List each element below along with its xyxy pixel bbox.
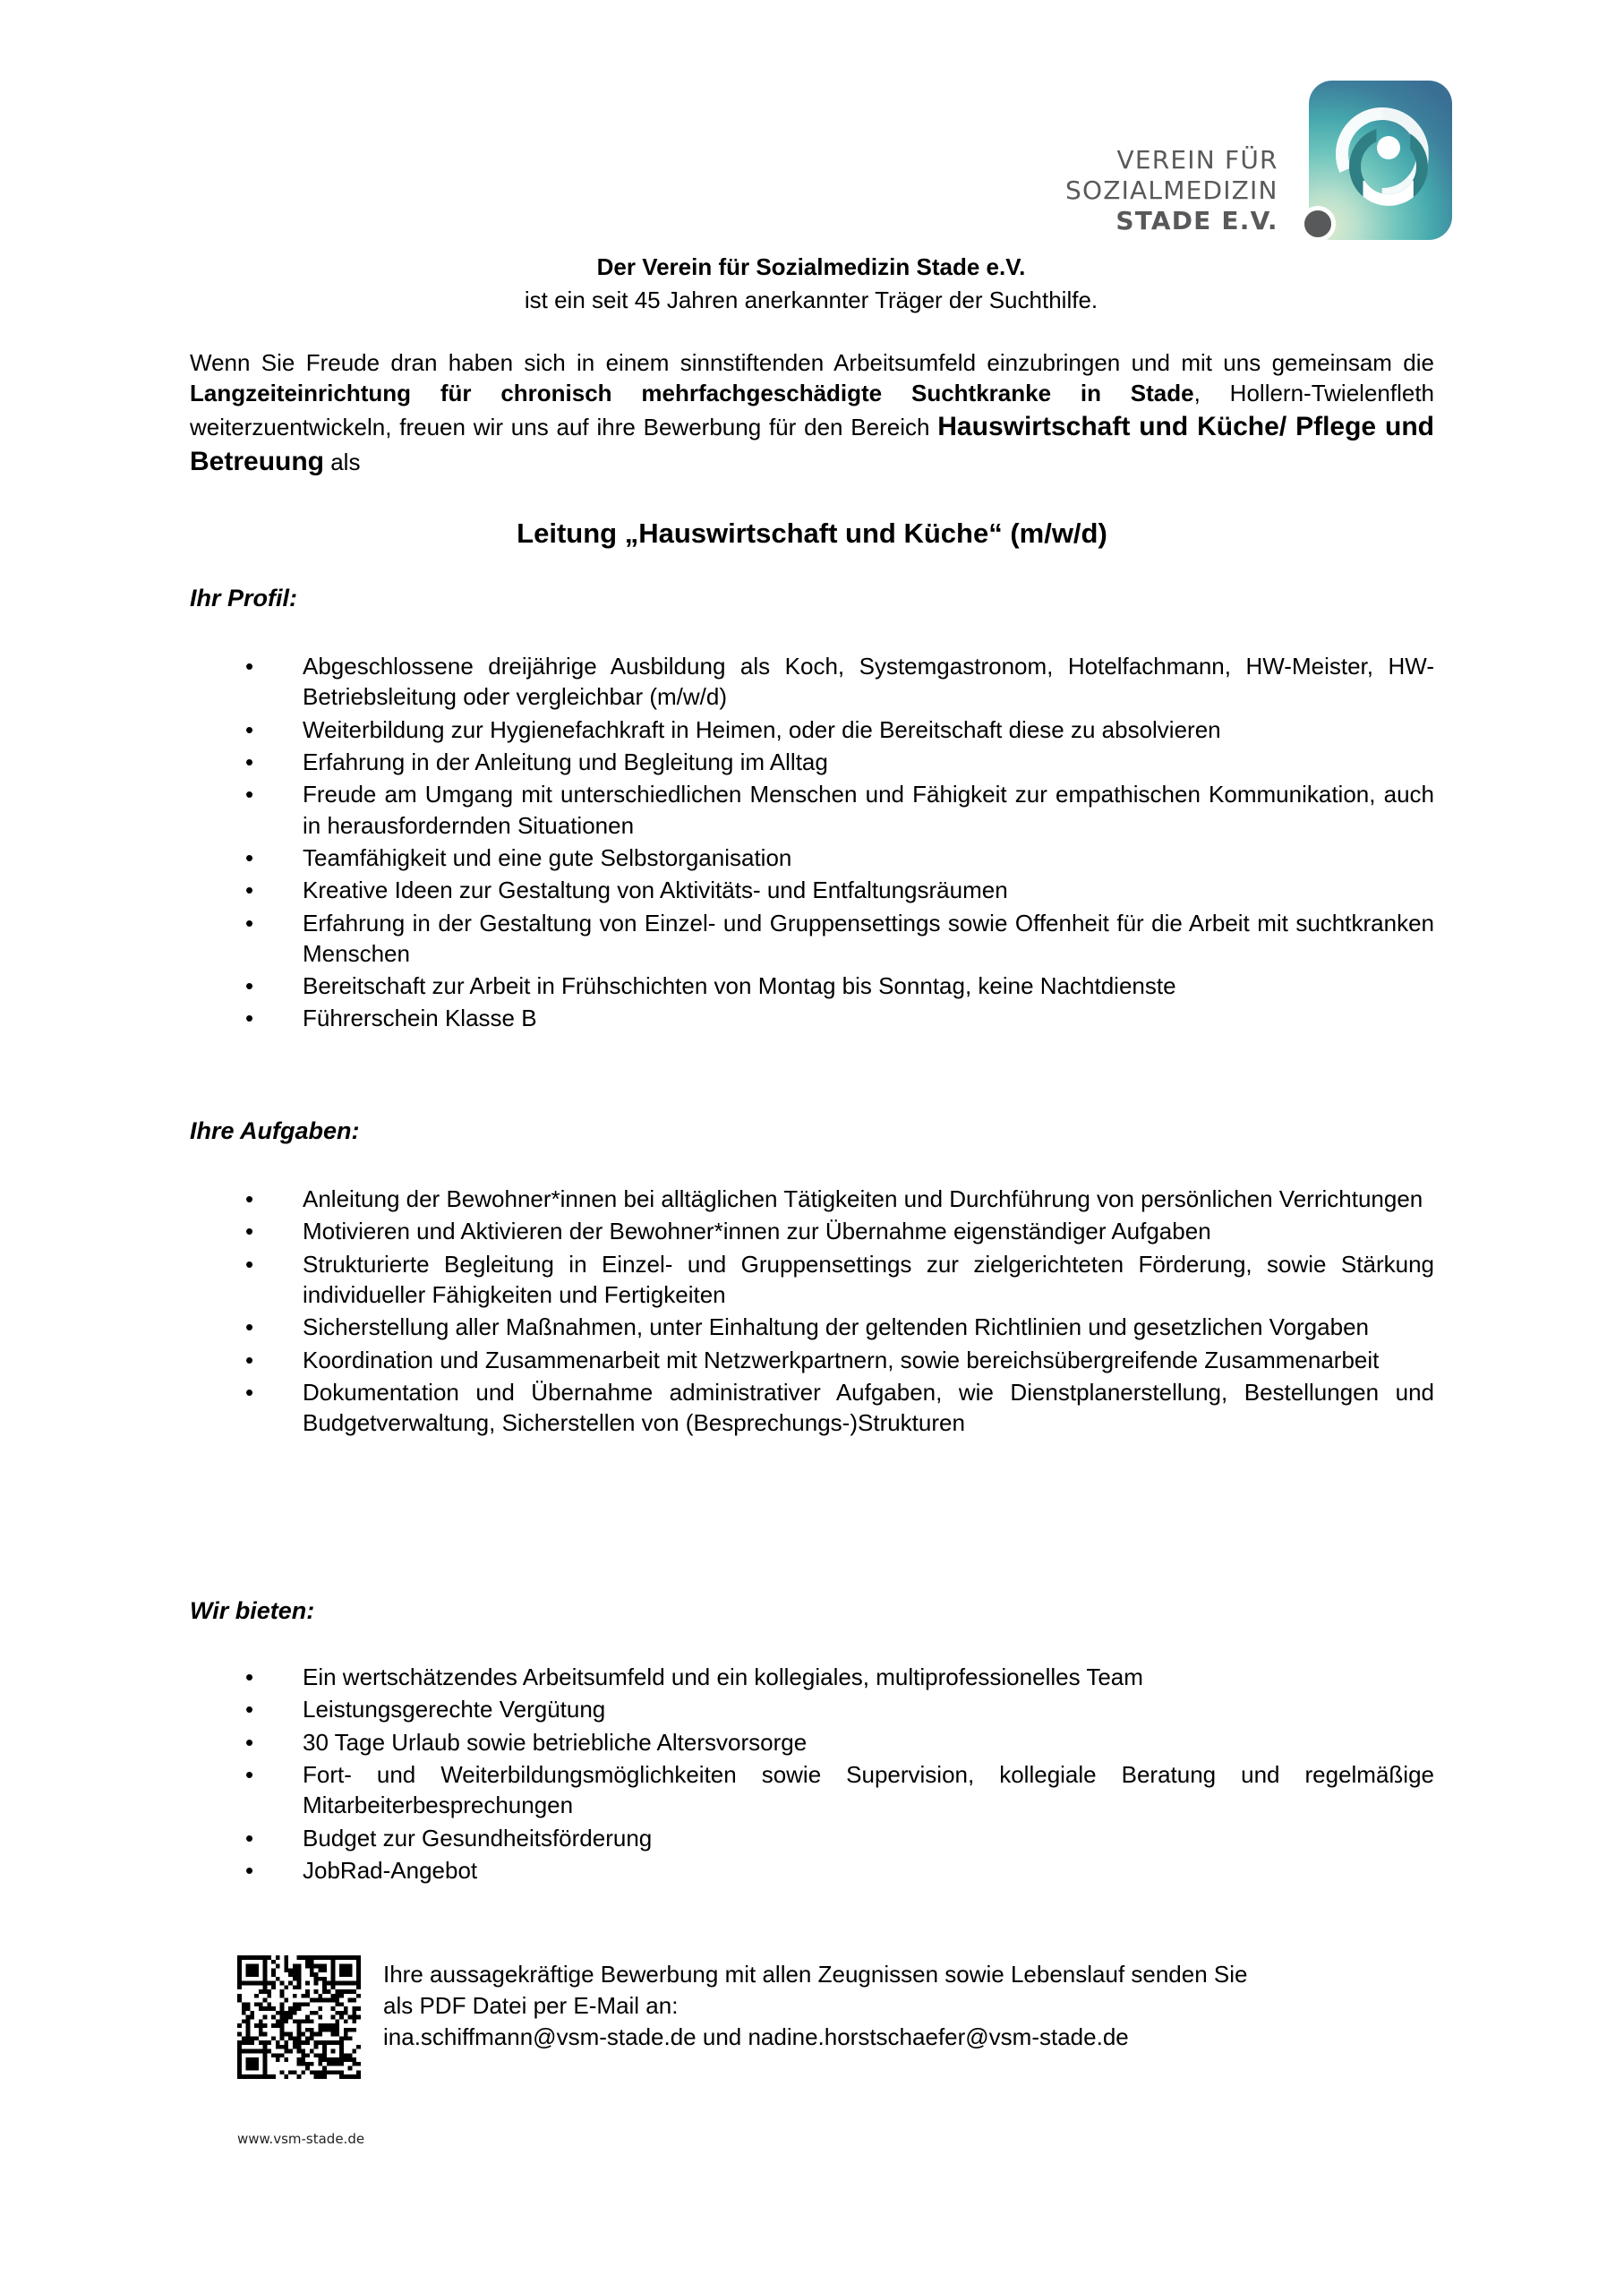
bullet-icon: • bbox=[245, 1728, 254, 1756]
bullet-icon: • bbox=[245, 715, 254, 743]
logo-line-2: SOZIALMEDIZIN bbox=[1065, 175, 1278, 206]
list-item-label: Anleitung der Bewohner*innen bei alltäglichen Tätigkeiten und Durchführung von persönlichen Verrichtungen bbox=[303, 1185, 1423, 1212]
instructions-line-1: Ihre aussagekräftige Bewerbung mit allen Zeugnissen sowie Lebenslauf senden Sie bbox=[383, 1961, 1248, 1988]
section-list-aufgaben bbox=[190, 1184, 1434, 1441]
bullet-icon: • bbox=[245, 653, 254, 680]
bullet-icon: • bbox=[245, 748, 254, 775]
list-item-label: Erfahrung in der Anleitung und Begleitung im Alltag bbox=[303, 748, 828, 775]
bullet-icon: • bbox=[245, 1663, 254, 1690]
list-item-label: Teamfähigkeit und eine gute Selbstorganisation bbox=[303, 843, 792, 871]
application-instructions bbox=[383, 1959, 1440, 2052]
list-item bbox=[190, 971, 1434, 1001]
bullet-icon: • bbox=[245, 1696, 254, 1723]
list-item-label: Strukturierte Begleitung in Einzel- und Gruppensettings zur zielgerichteten Förderung, sowie Stärkung individueller Fähigkeiten und Fertigkeiten bbox=[303, 1250, 1434, 1308]
intro-part-3: als bbox=[324, 449, 361, 476]
list-item bbox=[190, 1855, 1434, 1886]
bullet-icon: • bbox=[245, 1250, 254, 1278]
list-item bbox=[190, 1662, 1434, 1692]
list-item-label: Budget zur Gesundheitsförderung bbox=[303, 1824, 653, 1852]
list-item-label: Bereitschaft zur Arbeit in Frühschichten von Montag bis Sonntag, keine Nachtdienste bbox=[303, 972, 1176, 1000]
logo-line-3: STADE E.V. bbox=[1115, 206, 1278, 236]
page-subtitle: ist ein seit 45 Jahren anerkannter Träger der Suchthilfe. bbox=[524, 286, 1098, 313]
logo-wordmark bbox=[1065, 81, 1293, 236]
list-item-label: Motivieren und Aktivieren der Bewohner*innen zur Übernahme eigenständiger Aufgaben bbox=[303, 1218, 1211, 1245]
list-item-label: Sicherstellung aller Maßnahmen, unter Einhaltung der geltenden Richtlinien und gesetzlichen Vorgaben bbox=[303, 1313, 1369, 1341]
list-item bbox=[190, 875, 1434, 905]
bullet-icon: • bbox=[245, 1185, 254, 1212]
list-item bbox=[190, 1345, 1434, 1375]
list-item bbox=[190, 1003, 1434, 1033]
logo-accent-dot-icon bbox=[1300, 206, 1336, 242]
website-url[interactable]: www.vsm-stade.de bbox=[237, 2131, 365, 2147]
list-item-label: Abgeschlossene dreijährige Ausbildung als Koch, Systemgastronom, Hotelfachmann, HW-Meister, HW-Betriebsleitung oder vergleichbar (m/w/d) bbox=[303, 653, 1434, 711]
list-item-label: Führerschein Klasse B bbox=[303, 1005, 537, 1032]
job-title: Leitung „Hauswirtschaft und Küche“ (m/w/d) bbox=[517, 517, 1107, 549]
list-item-label: Erfahrung in der Gestaltung von Einzel- und Gruppensettings sowie Offenheit für die Arbeit mit suchtkranken Menschen bbox=[303, 909, 1434, 967]
list-item-label: Fort- und Weiterbildungsmöglichkeiten sowie Supervision, kollegiale Beratung und regelmäßige Mitarbeiterbesprechungen bbox=[303, 1760, 1434, 1819]
intro-part-1: Wenn Sie Freude dran haben sich in einem sinnstiftenden Arbeitsumfeld einzubringen und mit uns gemeinsam die bbox=[190, 349, 1434, 376]
bullet-icon: • bbox=[245, 877, 254, 904]
list-item bbox=[190, 1184, 1434, 1214]
list-item-label: Koordination und Zusammenarbeit mit Netzwerkpartnern, sowie bereichsübergreifende Zusammenarbeit bbox=[303, 1346, 1380, 1373]
section-heading-profil: Ihr Profil: bbox=[190, 585, 297, 611]
intro-bold-area: Hauswirtschaft und Küche/ Pflege und Betreuung bbox=[190, 411, 1434, 477]
instructions-line-2: als PDF Datei per E-Mail an: bbox=[383, 1991, 679, 2019]
list-item bbox=[190, 651, 1434, 713]
list-item bbox=[190, 842, 1434, 873]
list-item bbox=[190, 908, 1434, 970]
bullet-icon: • bbox=[245, 1824, 254, 1852]
section-list-bieten bbox=[190, 1662, 1434, 1887]
bullet-icon: • bbox=[245, 1856, 254, 1884]
list-item bbox=[190, 747, 1434, 777]
list-item bbox=[190, 779, 1434, 841]
bullet-icon: • bbox=[245, 909, 254, 936]
list-item bbox=[190, 1759, 1434, 1821]
intro-part-2: , Hollern-Twielenfleth weiterzuentwickeln, freuen wir uns auf ihre Bewerbung für den Bereich bbox=[190, 380, 1435, 440]
organization-logo bbox=[1065, 81, 1450, 260]
instructions-emails[interactable]: ina.schiffmann@vsm-stade.de und nadine.horstschaefer@vsm-stade.de bbox=[383, 2023, 1129, 2050]
list-item-label: JobRad-Angebot bbox=[303, 1856, 478, 1884]
logo-eye-dot-icon bbox=[1377, 136, 1400, 159]
list-item-label: Freude am Umgang mit unterschiedlichen Menschen und Fähigkeit zur empathischen Kommunikation, auch in herausfordernden Situationen bbox=[303, 781, 1434, 839]
bullet-icon: • bbox=[245, 1218, 254, 1245]
intro-paragraph bbox=[190, 347, 1434, 480]
bullet-icon: • bbox=[245, 843, 254, 871]
bullet-icon: • bbox=[245, 1378, 254, 1406]
bullet-icon: • bbox=[245, 1005, 254, 1032]
list-item bbox=[190, 1694, 1434, 1724]
list-item-label: Ein wertschätzendes Arbeitsumfeld und ein kollegiales, multiprofessionelles Team bbox=[303, 1663, 1143, 1690]
list-item-label: Kreative Ideen zur Gestaltung von Aktivitäts- und Entfaltungsräumen bbox=[303, 877, 1008, 904]
qr-code[interactable] bbox=[237, 1955, 361, 2079]
list-item-label: Leistungsgerechte Vergütung bbox=[303, 1696, 606, 1723]
bullet-icon: • bbox=[245, 1760, 254, 1788]
bullet-icon: • bbox=[245, 781, 254, 808]
logo-mark bbox=[1293, 81, 1450, 252]
section-list-profil bbox=[190, 651, 1434, 1036]
list-item-label: Weiterbildung zur Hygienefachkraft in Heimen, oder die Bereitschaft diese zu absolvieren bbox=[303, 715, 1221, 743]
list-item bbox=[190, 1823, 1434, 1853]
intro-bold-facility: Langzeiteinrichtung für chronisch mehrfachgeschädigte Suchtkranke in Stade bbox=[190, 380, 1194, 407]
section-heading-aufgaben: Ihre Aufgaben: bbox=[190, 1117, 360, 1144]
list-item bbox=[190, 1312, 1434, 1342]
list-item bbox=[190, 1377, 1434, 1439]
bullet-icon: • bbox=[245, 1313, 254, 1341]
list-item-label: Dokumentation und Übernahme administrativer Aufgaben, wie Dienstplanerstellung, Bestellungen und Budgetverwaltung, Sicherstellen von (Besprechungs-)Strukturen bbox=[303, 1378, 1434, 1437]
bullet-icon: • bbox=[245, 1346, 254, 1373]
section-heading-bieten: Wir bieten: bbox=[190, 1597, 315, 1624]
list-item bbox=[190, 1727, 1434, 1757]
list-item bbox=[190, 1216, 1434, 1246]
bullet-icon: • bbox=[245, 972, 254, 1000]
list-item-label: 30 Tage Urlaub sowie betriebliche Altersvorsorge bbox=[303, 1728, 808, 1756]
page-title: Der Verein für Sozialmedizin Stade e.V. bbox=[596, 253, 1026, 280]
logo-line-1: VEREIN FÜR bbox=[1116, 145, 1278, 175]
list-item bbox=[190, 1249, 1434, 1311]
list-item bbox=[190, 714, 1434, 745]
